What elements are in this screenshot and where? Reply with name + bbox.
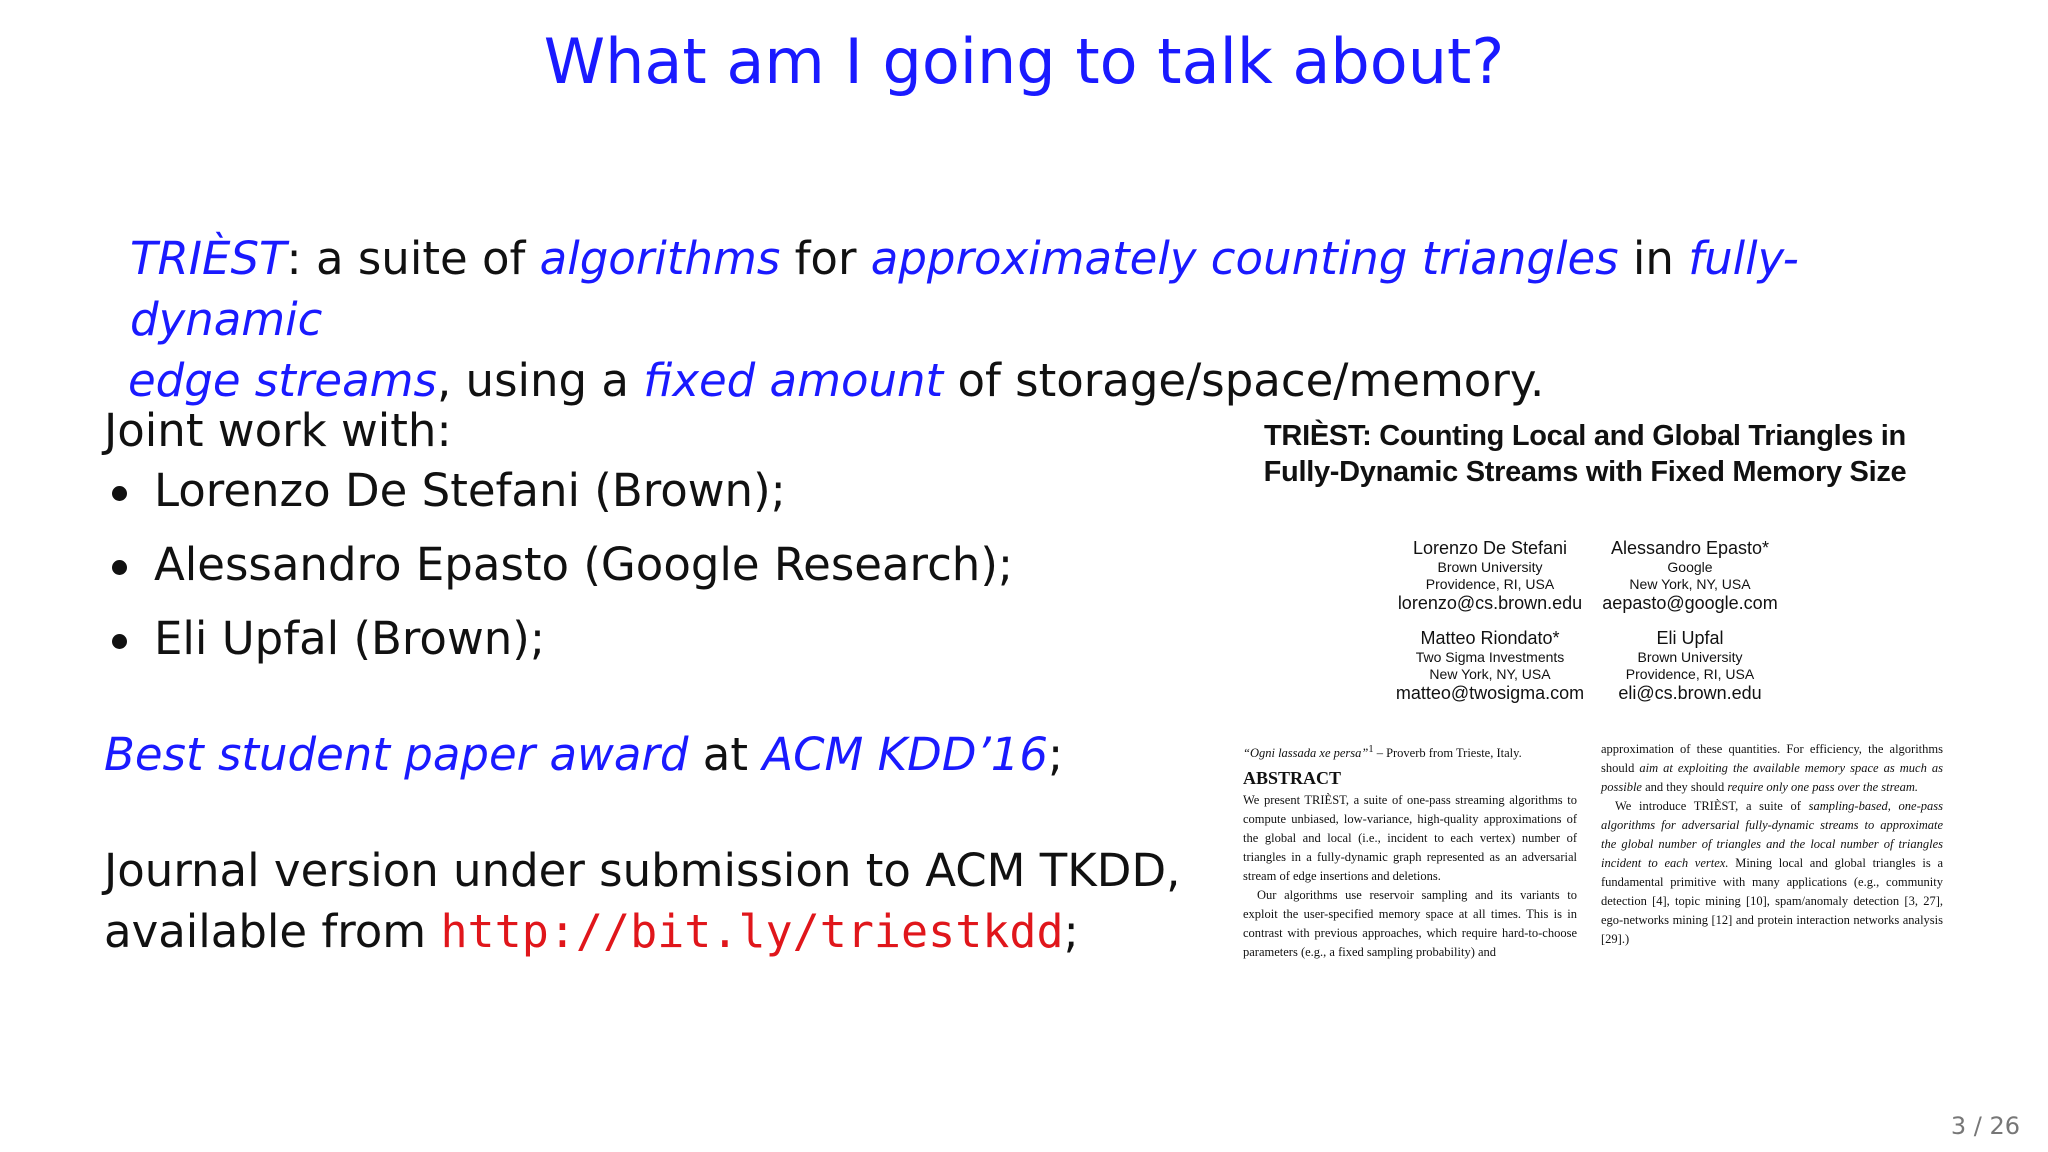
fully-dynamic-term: fully-dynamic	[130, 232, 1799, 346]
joint-work-heading: Joint work with:	[104, 404, 452, 457]
paper-title-line: Fully-Dynamic Streams with Fixed Memory Size	[1263, 456, 1907, 488]
collaborator-name: Alessandro Epasto (Google Research);	[154, 538, 1014, 591]
author-name: Alessandro Epasto*	[1610, 538, 1770, 558]
slide-title: What am I going to talk about?	[543, 25, 1505, 98]
abstract-heading: ABSTRACT	[1243, 768, 1342, 789]
triest-term: TRIÈST	[130, 232, 287, 285]
award-text: Best student paper award	[104, 728, 689, 781]
page-number: 3 / 26	[1950, 1112, 2020, 1140]
abstract-right-column	[1601, 740, 1943, 949]
abstract-paragraph	[1601, 797, 1943, 949]
collaborator-name: Lorenzo De Stefani (Brown);	[154, 464, 786, 517]
paper-author	[1385, 628, 1595, 704]
author-location: New York, NY, USA	[1429, 666, 1551, 682]
text-run: We introduce TRIÈST, a suite of	[1615, 799, 1809, 813]
author-location: Providence, RI, USA	[1425, 576, 1555, 592]
text-run: sampling-based, one-pass algorithms for adversarial fully-dynamic streams to approximate the global number of triangles and the local number of triangles incident to each vertex.	[1601, 799, 1943, 870]
journal-url-link[interactable]: http://bit.ly/triestkdd	[440, 905, 1064, 958]
author-name: Eli Upfal	[1656, 628, 1724, 648]
award-venue: ACM KDD’16	[762, 728, 1049, 781]
abstract-paragraph: Our algorithms use reservoir sampling and its variants to exploit the user-specified memory space at all times. This is in contrast with previous approaches, which require hard-to-choose parameters (e.g., a fixed sampling probability) and	[1243, 888, 1577, 960]
text-run: require only one pass over the stream.	[1727, 780, 1918, 794]
summary-fragment: of storage/space/memory.	[943, 354, 1545, 407]
epigraph	[1243, 740, 1577, 763]
text-run: approximation of these quantities. For efficiency, the algorithms should	[1601, 742, 1943, 775]
paper-author	[1585, 538, 1795, 614]
collaborator-name: Eli Upfal (Brown);	[154, 612, 545, 665]
text-run: and they should	[1641, 780, 1728, 794]
list-item	[104, 461, 1013, 521]
award-line	[104, 725, 1063, 785]
bullet-icon	[112, 634, 127, 649]
journal-line: available from	[104, 905, 441, 958]
journal-note	[104, 840, 1180, 962]
paper-thumbnail	[1235, 410, 1955, 970]
author-email: eli@cs.brown.edu	[1618, 683, 1762, 703]
summary-fragment: for	[780, 232, 871, 285]
abstract-left-column	[1243, 740, 1577, 962]
author-affiliation: Google	[1667, 559, 1713, 575]
author-affiliation: Brown University	[1437, 559, 1543, 575]
text-run: Mining local and global triangles is a fundamental primitive with many applications (e.g., community detection [4], topic mining [10], spam/anomaly detection [3, 27], ego-networks mining [12] and protein interaction networks analysis [29].)	[1601, 856, 1943, 946]
paper-title	[1235, 418, 1935, 490]
summary-fragment: in	[1618, 232, 1689, 285]
collaborator-list	[104, 461, 1013, 683]
edge-streams-term: edge streams	[128, 354, 437, 407]
author-email: aepasto@google.com	[1602, 593, 1778, 613]
epigraph-quote: “Ogni lassada xe persa”	[1243, 746, 1369, 761]
author-affiliation: Two Sigma Investments	[1415, 649, 1565, 665]
paper-author	[1385, 538, 1595, 614]
bullet-icon	[112, 486, 127, 501]
author-affiliation: Brown University	[1637, 649, 1743, 665]
summary-text	[130, 228, 1890, 411]
bullet-icon	[112, 560, 127, 575]
fixed-amount-term: fixed amount	[643, 354, 944, 407]
summary-fragment: , using a	[436, 354, 644, 407]
epigraph-source: – Proverb from Trieste, Italy.	[1373, 746, 1522, 761]
journal-fragment: ;	[1063, 905, 1079, 958]
paper-author	[1585, 628, 1795, 704]
text-run: aim at exploiting the available memory space as much as possible	[1601, 761, 1943, 794]
abstract-paragraph	[1601, 740, 1943, 797]
author-name: Matteo Riondato*	[1420, 628, 1560, 648]
abstract-paragraph: We present TRIÈST, a suite of one-pass streaming algorithms to compute unbiased, low-variance, high-quality approximations of the global and local (i.e., incident to each vertex) number of triangles in a fully-dynamic graph represented as an adversarial stream of edge insertions and deletions.	[1243, 793, 1577, 884]
author-email: lorenzo@cs.brown.edu	[1397, 593, 1583, 613]
summary-fragment: : a suite of	[286, 232, 540, 285]
paper-title-line: TRIÈST: Counting Local and Global Triangles in	[1264, 420, 1906, 452]
list-item	[104, 535, 1013, 595]
author-email: matteo@twosigma.com	[1395, 683, 1585, 703]
award-fragment: ;	[1048, 728, 1064, 781]
list-item	[104, 609, 1013, 669]
epigraph-footnote: 1	[1368, 744, 1374, 755]
journal-line: Journal version under submission to ACM TKDD,	[104, 844, 1181, 897]
algorithms-term: algorithms	[539, 232, 781, 285]
author-location: New York, NY, USA	[1629, 576, 1751, 592]
award-fragment: at	[688, 728, 763, 781]
author-name: Lorenzo De Stefani	[1412, 538, 1568, 558]
author-location: Providence, RI, USA	[1625, 666, 1755, 682]
counting-term: approximately counting triangles	[870, 232, 1619, 285]
